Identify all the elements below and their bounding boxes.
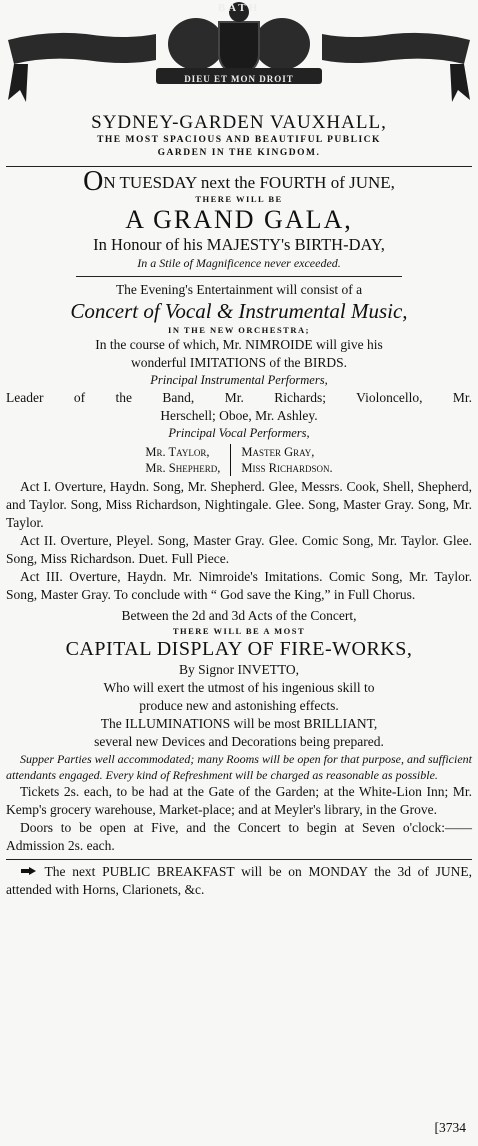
opening-line [6, 171, 472, 193]
vocal-performer: Master Gray, [241, 445, 315, 459]
evening-line: The Evening's Entertainment will consist of a [115, 282, 363, 297]
vocal-left-column [135, 444, 230, 476]
there-will-be: THERE WILL BE [195, 194, 283, 204]
divider [6, 859, 472, 860]
instrumental-heading: Principal Instrumental Performers, [150, 373, 328, 387]
crest-top-text: BATH [217, 2, 261, 14]
divider [76, 276, 402, 277]
vocal-heading: Principal Vocal Performers, [168, 426, 310, 440]
stile-line: In a Stile of Magnificence never exceeded. [137, 256, 341, 270]
vocal-performer: Mr. Shepherd, [145, 461, 221, 475]
there-will-be-most: THERE WILL BE A MOST [172, 626, 306, 636]
breakfast-notice [6, 863, 472, 899]
course-line-2: wonderful IMITATIONS of the BIRDS. [130, 355, 348, 370]
reference-number: [3734 [434, 1120, 466, 1135]
supper-notice: Supper Parties well accommodated; many Rooms will be open for that purpose, and sufficient attendants engaged. Every kind of Refreshment will be charged as reasonable as possible. [6, 752, 472, 782]
pointing-hand-icon [20, 865, 38, 877]
act-one: Act I. Overture, Haydn. Song, Mr. Shepherd. Glee, Messrs. Cook, Shell, Shepherd, and Taylor. Song, Miss Richardson, Nightingale. Glee. Song, Master Gray. Song, Mr. Taylor. [6, 479, 472, 530]
act-two: Act II. Overture, Pleyel. Song, Master Gray. Glee. Comic Song, Mr. Taylor. Glee. Song, Miss Richardson. Duet. Full Piece. [6, 533, 472, 566]
crest-header [6, 0, 472, 106]
exert-line-1: Who will exert the utmost of his ingenious skill to [103, 680, 375, 695]
between-acts: Between the 2d and 3d Acts of the Concert, [121, 608, 357, 623]
vocal-performers [6, 444, 472, 476]
instrumental-line-2: Herschell; Oboe, Mr. Ashley. [160, 408, 318, 423]
illuminations-line-1: The ILLUMINATIONS will be most BRILLIANT, [100, 716, 378, 731]
venue-title: SYDNEY-GARDEN VAUXHALL, [91, 112, 387, 133]
orchestra-line: IN THE NEW ORCHESTRA; [168, 325, 310, 335]
honour-line: In Honour of his MAJESTY's BIRTH-DAY, [93, 235, 385, 254]
fireworks-title: CAPITAL DISPLAY OF FIRE-WORKS, [65, 638, 413, 660]
tickets-notice: Tickets 2s. each, to be had at the Gate of the Garden; at the White-Lion Inn; Mr. Kemp's grocery warehouse, Market-place; and at Meyler's library, in the Grove. [6, 784, 472, 817]
venue-subtitle-1: THE MOST SPACIOUS AND BEAUTIFUL PUBLICK [97, 135, 381, 145]
concert-title: Concert of Vocal & Instrumental Music, [70, 299, 408, 323]
illuminations-line-2: several new Devices and Decorations being prepared. [94, 734, 384, 749]
drop-cap: O [83, 171, 104, 193]
course-line-1: In the course of which, Mr. NIMROIDE will give his [95, 337, 383, 352]
royal-arms-icon [6, 0, 472, 106]
venue-subtitle-2: GARDEN IN THE KINGDOM. [157, 148, 321, 158]
exert-line-2: produce new and astonishing effects. [139, 698, 339, 713]
vocal-right-column [230, 444, 342, 476]
opening-text: N TUESDAY next the FOURTH of JUNE, [103, 173, 395, 192]
vocal-performer: Miss Richardson. [241, 461, 333, 475]
vocal-performer: Mr. Taylor, [145, 445, 210, 459]
crest-motto: DIEU ET MON DROIT [184, 74, 294, 84]
instrumental-line-1: Leader of the Band, Mr. Richards; Violoncello, Mr. [6, 390, 472, 405]
doors-notice: Doors to be open at Five, and the Concert to begin at Seven o'clock:——Admission 2s. each. [6, 820, 472, 853]
breakfast-text: The next PUBLIC BREAKFAST will be on MONDAY the 3d of JUNE, attended with Horns, Clarionets, &c. [6, 864, 472, 897]
act-three: Act III. Overture, Haydn. Mr. Nimroide's Imitations. Comic Song, Mr. Taylor. Song, Master Gray. To conclude with “ God save the King,” in Full Chorus. [6, 569, 472, 602]
signor-line: By Signor INVETTO, [178, 662, 300, 677]
divider [6, 166, 472, 167]
gala-title: A GRAND GALA, [125, 205, 353, 234]
